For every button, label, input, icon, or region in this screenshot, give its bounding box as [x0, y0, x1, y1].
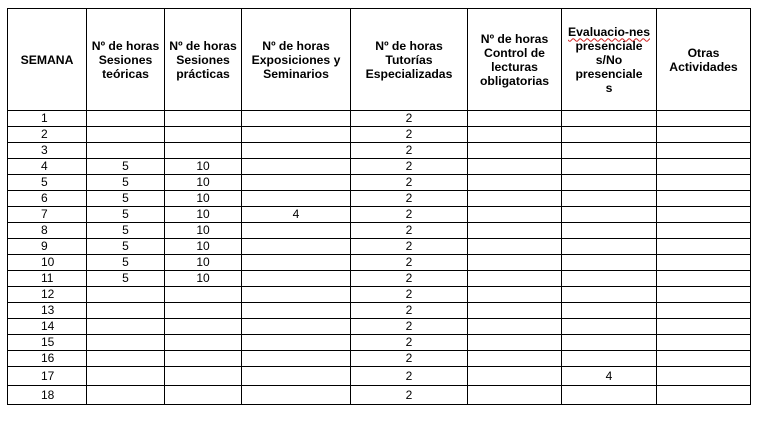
- lecturas-cell: [468, 143, 562, 159]
- teoricas-cell: [87, 127, 165, 143]
- evaluaciones-cell: 4: [562, 367, 657, 386]
- week-cell: 5: [8, 175, 87, 191]
- teoricas-cell: 5: [87, 223, 165, 239]
- otras-cell: [657, 111, 751, 127]
- header-evaluaciones-line: presenciale: [575, 66, 643, 81]
- teoricas-cell: [87, 335, 165, 351]
- practicas-cell: [165, 143, 242, 159]
- practicas-cell: 10: [165, 239, 242, 255]
- practicas-cell: [165, 367, 242, 386]
- table-row: [8, 207, 751, 223]
- table-row: [8, 303, 751, 319]
- evaluaciones-cell: [562, 239, 657, 255]
- practicas-cell: 10: [165, 207, 242, 223]
- tutorias-cell: 2: [351, 271, 468, 287]
- tutorias-cell: 2: [351, 303, 468, 319]
- evaluaciones-cell: [562, 319, 657, 335]
- week-cell: 2: [8, 127, 87, 143]
- table-row: [8, 335, 751, 351]
- tutorias-cell: 2: [351, 239, 468, 255]
- evaluaciones-cell: [562, 207, 657, 223]
- lecturas-cell: [468, 127, 562, 143]
- exposiciones-cell: [242, 351, 351, 367]
- week-cell: 11: [8, 271, 87, 287]
- evaluaciones-cell: [562, 386, 657, 405]
- header-semana: SEMANA: [8, 9, 87, 111]
- week-cell: 14: [8, 319, 87, 335]
- exposiciones-cell: [242, 303, 351, 319]
- exposiciones-cell: [242, 111, 351, 127]
- evaluaciones-cell: [562, 143, 657, 159]
- evaluaciones-cell: [562, 111, 657, 127]
- lecturas-cell: [468, 367, 562, 386]
- week-cell: 3: [8, 143, 87, 159]
- exposiciones-cell: [242, 367, 351, 386]
- evaluaciones-cell: [562, 271, 657, 287]
- tutorias-cell: 2: [351, 287, 468, 303]
- tutorias-cell: 2: [351, 367, 468, 386]
- otras-cell: [657, 223, 751, 239]
- evaluaciones-cell: [562, 287, 657, 303]
- week-cell: 10: [8, 255, 87, 271]
- lecturas-cell: [468, 303, 562, 319]
- teoricas-cell: 5: [87, 175, 165, 191]
- practicas-cell: [165, 127, 242, 143]
- tutorias-cell: 2: [351, 255, 468, 271]
- teoricas-cell: 5: [87, 255, 165, 271]
- week-cell: 6: [8, 191, 87, 207]
- table-row: [8, 319, 751, 335]
- week-cell: 16: [8, 351, 87, 367]
- teoricas-cell: [87, 367, 165, 386]
- exposiciones-cell: 4: [242, 207, 351, 223]
- otras-cell: [657, 143, 751, 159]
- teoricas-cell: 5: [87, 159, 165, 175]
- practicas-cell: [165, 319, 242, 335]
- teoricas-cell: [87, 143, 165, 159]
- week-cell: 4: [8, 159, 87, 175]
- exposiciones-cell: [242, 239, 351, 255]
- exposiciones-cell: [242, 335, 351, 351]
- table-row: [8, 287, 751, 303]
- lecturas-cell: [468, 191, 562, 207]
- evaluaciones-cell: [562, 255, 657, 271]
- table-row: [8, 143, 751, 159]
- tutorias-cell: 2: [351, 223, 468, 239]
- otras-cell: [657, 127, 751, 143]
- lecturas-cell: [468, 335, 562, 351]
- evaluaciones-cell: [562, 335, 657, 351]
- practicas-cell: [165, 351, 242, 367]
- tutorias-cell: 2: [351, 386, 468, 405]
- teoricas-cell: 5: [87, 271, 165, 287]
- lecturas-cell: [468, 239, 562, 255]
- lecturas-cell: [468, 287, 562, 303]
- table-row: [8, 239, 751, 255]
- lecturas-cell: [468, 159, 562, 175]
- table-row: [8, 159, 751, 175]
- lecturas-cell: [468, 175, 562, 191]
- otras-cell: [657, 271, 751, 287]
- header-sesiones-practicas: Nº de horas Sesiones prácticas: [165, 9, 242, 111]
- exposiciones-cell: [242, 255, 351, 271]
- practicas-cell: 10: [165, 255, 242, 271]
- table-body: [8, 111, 751, 405]
- header-evaluaciones-line: s/No: [595, 52, 623, 67]
- teoricas-cell: [87, 111, 165, 127]
- teoricas-cell: [87, 386, 165, 405]
- tutorias-cell: 2: [351, 111, 468, 127]
- header-evaluaciones-line: s: [605, 80, 613, 95]
- week-cell: 12: [8, 287, 87, 303]
- practicas-cell: 10: [165, 191, 242, 207]
- practicas-cell: 10: [165, 271, 242, 287]
- lecturas-cell: [468, 255, 562, 271]
- table-row: [8, 223, 751, 239]
- table-row: [8, 111, 751, 127]
- practicas-cell: [165, 386, 242, 405]
- teoricas-cell: 5: [87, 207, 165, 223]
- otras-cell: [657, 207, 751, 223]
- week-cell: 9: [8, 239, 87, 255]
- lecturas-cell: [468, 271, 562, 287]
- exposiciones-cell: [242, 287, 351, 303]
- practicas-cell: [165, 287, 242, 303]
- evaluaciones-cell: [562, 351, 657, 367]
- exposiciones-cell: [242, 271, 351, 287]
- otras-cell: [657, 159, 751, 175]
- otras-cell: [657, 319, 751, 335]
- tutorias-cell: 2: [351, 335, 468, 351]
- table-row: [8, 271, 751, 287]
- header-evaluaciones-line: presenciale: [575, 38, 643, 53]
- table-row: [8, 351, 751, 367]
- header-row: [8, 9, 751, 111]
- otras-cell: [657, 351, 751, 367]
- tutorias-cell: 2: [351, 143, 468, 159]
- tutorias-cell: 2: [351, 207, 468, 223]
- table-row: [8, 127, 751, 143]
- table-row: [8, 175, 751, 191]
- exposiciones-cell: [242, 191, 351, 207]
- otras-cell: [657, 239, 751, 255]
- table-row: [8, 367, 751, 386]
- teoricas-cell: [87, 287, 165, 303]
- evaluaciones-cell: [562, 191, 657, 207]
- exposiciones-cell: [242, 223, 351, 239]
- evaluaciones-cell: [562, 127, 657, 143]
- evaluaciones-cell: [562, 159, 657, 175]
- table-row: [8, 255, 751, 271]
- evaluaciones-cell: [562, 303, 657, 319]
- practicas-cell: [165, 303, 242, 319]
- tutorias-cell: 2: [351, 127, 468, 143]
- practicas-cell: [165, 111, 242, 127]
- table-row: [8, 386, 751, 405]
- lecturas-cell: [468, 207, 562, 223]
- week-cell: 18: [8, 386, 87, 405]
- practicas-cell: [165, 335, 242, 351]
- teoricas-cell: [87, 303, 165, 319]
- tutorias-cell: 2: [351, 191, 468, 207]
- tutorias-cell: 2: [351, 351, 468, 367]
- week-cell: 15: [8, 335, 87, 351]
- exposiciones-cell: [242, 175, 351, 191]
- header-control-lecturas: Nº de horas Control de lecturas obligatorias: [468, 9, 562, 111]
- week-cell: 17: [8, 367, 87, 386]
- week-cell: 7: [8, 207, 87, 223]
- otras-cell: [657, 191, 751, 207]
- otras-cell: [657, 255, 751, 271]
- evaluaciones-cell: [562, 175, 657, 191]
- teoricas-cell: [87, 319, 165, 335]
- header-evaluaciones-line: Evaluacio-nes: [568, 24, 650, 39]
- week-cell: 1: [8, 111, 87, 127]
- lecturas-cell: [468, 351, 562, 367]
- header-tutorias-especializadas: Nº de horas Tutorías Especializadas: [351, 9, 468, 111]
- teoricas-cell: 5: [87, 191, 165, 207]
- exposiciones-cell: [242, 143, 351, 159]
- otras-cell: [657, 335, 751, 351]
- lecturas-cell: [468, 111, 562, 127]
- teoricas-cell: 5: [87, 239, 165, 255]
- header-exposiciones-seminarios: Nº de horas Exposiciones y Seminarios: [242, 9, 351, 111]
- week-cell: 13: [8, 303, 87, 319]
- header-evaluaciones: [562, 9, 657, 111]
- exposiciones-cell: [242, 386, 351, 405]
- tutorias-cell: 2: [351, 175, 468, 191]
- otras-cell: [657, 386, 751, 405]
- header-otras-actividades: Otras Actividades: [657, 9, 751, 111]
- table-row: [8, 191, 751, 207]
- exposiciones-cell: [242, 127, 351, 143]
- exposiciones-cell: [242, 319, 351, 335]
- tutorias-cell: 2: [351, 319, 468, 335]
- practicas-cell: 10: [165, 159, 242, 175]
- exposiciones-cell: [242, 159, 351, 175]
- lecturas-cell: [468, 319, 562, 335]
- lecturas-cell: [468, 386, 562, 405]
- otras-cell: [657, 367, 751, 386]
- practicas-cell: 10: [165, 223, 242, 239]
- weekly-hours-table: [7, 8, 751, 405]
- practicas-cell: 10: [165, 175, 242, 191]
- otras-cell: [657, 175, 751, 191]
- week-cell: 8: [8, 223, 87, 239]
- tutorias-cell: 2: [351, 159, 468, 175]
- teoricas-cell: [87, 351, 165, 367]
- otras-cell: [657, 287, 751, 303]
- evaluaciones-cell: [562, 223, 657, 239]
- lecturas-cell: [468, 223, 562, 239]
- header-sesiones-teoricas: Nº de horas Sesiones teóricas: [87, 9, 165, 111]
- otras-cell: [657, 303, 751, 319]
